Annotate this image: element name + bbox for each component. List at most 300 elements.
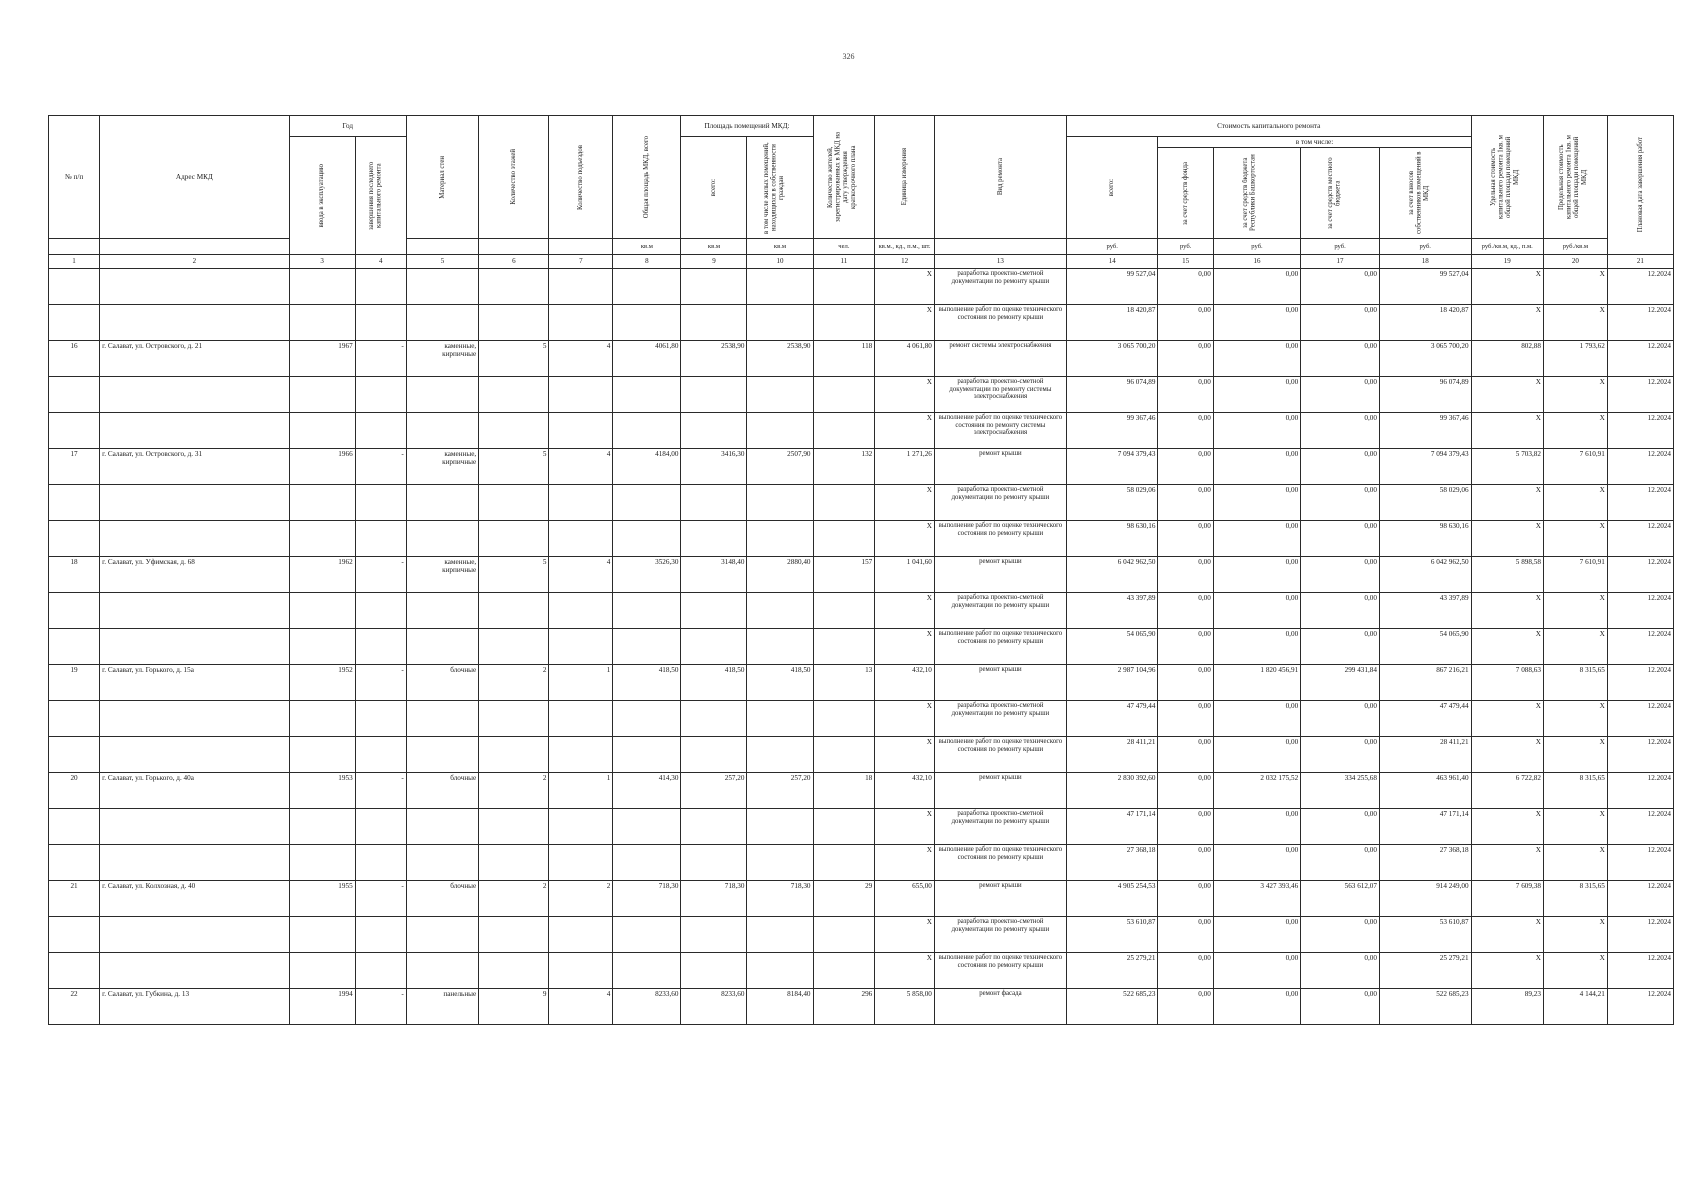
- cell-address: [100, 629, 290, 665]
- cell-address: г. Салават, ул. Горького, д. 40а: [100, 773, 290, 809]
- cell-local: 0,00: [1301, 485, 1380, 521]
- table-row: [49, 269, 1674, 305]
- cell-owners: 96 074,89: [1379, 377, 1471, 413]
- unit-rub-unit-cost: руб./кв.м, кд., п.м.: [1471, 239, 1543, 255]
- cell-cost: 47 171,14: [1066, 809, 1158, 845]
- cell-date: 12.2024: [1607, 701, 1673, 737]
- cell-fund: 0,00: [1158, 665, 1213, 701]
- table-row: [49, 665, 1674, 701]
- cell-floors: [479, 269, 549, 305]
- cell-material: [406, 593, 478, 629]
- cell-entr: 4: [549, 989, 613, 1025]
- cell-material: [406, 953, 478, 989]
- unit-rub-local: руб.: [1301, 239, 1380, 255]
- cell-unit-cost: 5 898,58: [1471, 557, 1543, 593]
- cell-floors: [479, 521, 549, 557]
- cell-year-in: [289, 629, 355, 665]
- column-number: 9: [681, 255, 747, 269]
- cell-measure: 432,10: [875, 773, 935, 809]
- cell-date: 12.2024: [1607, 629, 1673, 665]
- cell-year-rep: -: [355, 773, 406, 809]
- cell-year-rep: [355, 413, 406, 449]
- cell-rep: 0,00: [1213, 485, 1300, 521]
- cell-measure: X: [875, 629, 935, 665]
- cell-work: разработка проектно-сметной документации по ремонту системы электроснабжения: [934, 377, 1066, 413]
- cell-address: [100, 305, 290, 341]
- cell-people: 13: [813, 665, 875, 701]
- cell-entr: [549, 809, 613, 845]
- cell-address: [100, 593, 290, 629]
- cell-people: [813, 629, 875, 665]
- cell-fund: 0,00: [1158, 485, 1213, 521]
- cell-fund: 0,00: [1158, 809, 1213, 845]
- cell-area: [681, 593, 747, 629]
- cell-area: [681, 413, 747, 449]
- cell-total: 8233,60: [613, 989, 681, 1025]
- cell-total: [613, 593, 681, 629]
- cell-total: [613, 269, 681, 305]
- cell-year-in: 1967: [289, 341, 355, 377]
- cell-limit: 7 610,91: [1543, 557, 1607, 593]
- cell-measure: X: [875, 917, 935, 953]
- header-unit-measure: Единица измерения: [875, 116, 935, 239]
- cell-area: [681, 485, 747, 521]
- cell-floors: [479, 845, 549, 881]
- cell-cost: 18 420,87: [1066, 305, 1158, 341]
- cell-material: [406, 377, 478, 413]
- column-number: 20: [1543, 255, 1607, 269]
- cell-owners: 867 216,21: [1379, 665, 1471, 701]
- cell-entr: [549, 305, 613, 341]
- cell-floors: [479, 413, 549, 449]
- cell-cost: 6 042 962,50: [1066, 557, 1158, 593]
- cell-cost: 25 279,21: [1066, 953, 1158, 989]
- cell-measure: X: [875, 845, 935, 881]
- unit-area-total: кв.м: [613, 239, 681, 255]
- cell-address: [100, 953, 290, 989]
- cell-local: 563 612,07: [1301, 881, 1380, 917]
- cell-floors: 5: [479, 341, 549, 377]
- cell-fund: 0,00: [1158, 557, 1213, 593]
- cell-people: [813, 809, 875, 845]
- cell-address: г. Салават, ул. Колхозная, д. 40: [100, 881, 290, 917]
- cell-area-own: [747, 737, 813, 773]
- cell-area-own: 8184,40: [747, 989, 813, 1025]
- cell-owners: 914 249,00: [1379, 881, 1471, 917]
- cell-total: [613, 953, 681, 989]
- table-row: [49, 521, 1674, 557]
- cell-num: 17: [49, 449, 100, 485]
- cell-fund: 0,00: [1158, 737, 1213, 773]
- cell-measure: 655,00: [875, 881, 935, 917]
- cell-local: 0,00: [1301, 953, 1380, 989]
- cell-date: 12.2024: [1607, 557, 1673, 593]
- cell-area-own: [747, 917, 813, 953]
- header-year-commission: ввода в эксплуатацию: [289, 137, 355, 255]
- cell-owners: 27 368,18: [1379, 845, 1471, 881]
- cell-limit: X: [1543, 845, 1607, 881]
- cell-num: [49, 593, 100, 629]
- cell-cost: 99 527,04: [1066, 269, 1158, 305]
- cell-entr: [549, 413, 613, 449]
- cell-area: 718,30: [681, 881, 747, 917]
- cell-owners: 98 630,16: [1379, 521, 1471, 557]
- cell-owners: 53 610,87: [1379, 917, 1471, 953]
- cell-fund: 0,00: [1158, 953, 1213, 989]
- cell-address: [100, 413, 290, 449]
- cell-address: [100, 809, 290, 845]
- cell-area-own: [747, 413, 813, 449]
- page-number: 326: [842, 52, 855, 61]
- cell-rep: 2 032 175,52: [1213, 773, 1300, 809]
- cell-measure: X: [875, 809, 935, 845]
- cell-measure: 5 858,00: [875, 989, 935, 1025]
- cell-area: [681, 521, 747, 557]
- header-premises-total: всего:: [681, 137, 747, 239]
- cell-fund: 0,00: [1158, 881, 1213, 917]
- cell-people: [813, 917, 875, 953]
- header-entrances: Количество подъездов: [549, 116, 613, 239]
- header-unit-cost: Удельная стоимость капитального ремонта 1кв. м общей площади помещений МКД: [1471, 116, 1543, 239]
- cell-material: [406, 809, 478, 845]
- cell-work: выполнение работ по оценке технического состояния по ремонту крыши: [934, 305, 1066, 341]
- cell-unit-cost: X: [1471, 485, 1543, 521]
- cell-area-own: [747, 305, 813, 341]
- cell-material: каменные, кирпичные: [406, 449, 478, 485]
- cell-floors: 9: [479, 989, 549, 1025]
- cell-num: [49, 305, 100, 341]
- header-address: Адрес МКД: [100, 116, 290, 239]
- cell-num: [49, 485, 100, 521]
- cell-entr: [549, 953, 613, 989]
- cell-limit: 8 315,65: [1543, 773, 1607, 809]
- cell-address: г. Салават, ул. Островского, д. 21: [100, 341, 290, 377]
- cell-date: 12.2024: [1607, 989, 1673, 1025]
- cell-entr: [549, 845, 613, 881]
- cell-owners: 7 094 379,43: [1379, 449, 1471, 485]
- cell-work: выполнение работ по оценке технического состояния по ремонту крыши: [934, 737, 1066, 773]
- table-row: [49, 701, 1674, 737]
- cell-people: 18: [813, 773, 875, 809]
- cell-measure: 432,10: [875, 665, 935, 701]
- cell-people: [813, 701, 875, 737]
- cell-area-own: [747, 629, 813, 665]
- cell-year-in: [289, 593, 355, 629]
- cell-measure: X: [875, 737, 935, 773]
- column-number: 12: [875, 255, 935, 269]
- cell-owners: 47 479,44: [1379, 701, 1471, 737]
- cell-date: 12.2024: [1607, 881, 1673, 917]
- cell-fund: 0,00: [1158, 449, 1213, 485]
- cell-cost: 58 029,06: [1066, 485, 1158, 521]
- cell-total: 4184,00: [613, 449, 681, 485]
- cell-area: [681, 737, 747, 773]
- cell-num: [49, 521, 100, 557]
- unit-rub-total: руб.: [1066, 239, 1158, 255]
- cell-floors: [479, 953, 549, 989]
- cell-work: ремонт крыши: [934, 665, 1066, 701]
- cell-limit: X: [1543, 521, 1607, 557]
- cell-floors: [479, 377, 549, 413]
- unit-area-premises: кв.м: [681, 239, 747, 255]
- cell-num: [49, 809, 100, 845]
- cell-year-rep: [355, 305, 406, 341]
- cell-address: [100, 917, 290, 953]
- cell-date: 12.2024: [1607, 953, 1673, 989]
- cell-address: [100, 521, 290, 557]
- cell-date: 12.2024: [1607, 917, 1673, 953]
- cell-area-own: 418,50: [747, 665, 813, 701]
- cell-fund: 0,00: [1158, 305, 1213, 341]
- column-number: 17: [1301, 255, 1380, 269]
- cell-local: 0,00: [1301, 413, 1380, 449]
- cell-date: 12.2024: [1607, 845, 1673, 881]
- cell-limit: X: [1543, 629, 1607, 665]
- table-row: [49, 341, 1674, 377]
- cell-cost: 54 065,90: [1066, 629, 1158, 665]
- cell-rep: 0,00: [1213, 989, 1300, 1025]
- cell-measure: X: [875, 377, 935, 413]
- cell-work: выполнение работ по оценке технического состояния по ремонту системы электроснабжения: [934, 413, 1066, 449]
- cell-local: 0,00: [1301, 629, 1380, 665]
- header-premises-owned: в том числе жилых помещений, находящихся в собственности граждан: [747, 137, 813, 239]
- cell-year-in: [289, 737, 355, 773]
- cell-total: [613, 809, 681, 845]
- cell-limit: 7 610,91: [1543, 449, 1607, 485]
- cell-cost: 2 830 392,60: [1066, 773, 1158, 809]
- cell-total: 3526,30: [613, 557, 681, 593]
- cell-area-own: 2507,90: [747, 449, 813, 485]
- cell-unit-cost: X: [1471, 593, 1543, 629]
- cell-entr: 4: [549, 449, 613, 485]
- table-row: [49, 809, 1674, 845]
- cell-material: [406, 629, 478, 665]
- cell-year-in: [289, 917, 355, 953]
- cell-rep: 0,00: [1213, 341, 1300, 377]
- cell-address: [100, 485, 290, 521]
- header-cost-including: в том числе:: [1158, 137, 1471, 148]
- cell-area: 3416,30: [681, 449, 747, 485]
- cell-year-rep: [355, 521, 406, 557]
- cell-measure: X: [875, 701, 935, 737]
- cell-fund: 0,00: [1158, 917, 1213, 953]
- cell-fund: 0,00: [1158, 593, 1213, 629]
- cell-total: [613, 485, 681, 521]
- cell-material: каменные, кирпичные: [406, 341, 478, 377]
- cell-material: блочные: [406, 881, 478, 917]
- cell-entr: [549, 737, 613, 773]
- cell-area: 418,50: [681, 665, 747, 701]
- cell-local: 0,00: [1301, 521, 1380, 557]
- cell-num: [49, 377, 100, 413]
- cell-rep: 1 820 456,91: [1213, 665, 1300, 701]
- cell-cost: 27 368,18: [1066, 845, 1158, 881]
- cell-rep: 0,00: [1213, 377, 1300, 413]
- table-row: [49, 773, 1674, 809]
- cell-date: 12.2024: [1607, 737, 1673, 773]
- table-row: [49, 449, 1674, 485]
- cell-limit: X: [1543, 305, 1607, 341]
- column-number: 18: [1379, 255, 1471, 269]
- cell-year-rep: -: [355, 665, 406, 701]
- cell-owners: 522 685,23: [1379, 989, 1471, 1025]
- cell-floors: [479, 629, 549, 665]
- cell-work: выполнение работ по оценке технического состояния по ремонту крыши: [934, 521, 1066, 557]
- cell-area: [681, 701, 747, 737]
- cell-num: [49, 413, 100, 449]
- unit-rub-limit: руб./кв.м: [1543, 239, 1607, 255]
- cell-year-in: [289, 305, 355, 341]
- header-year: Год: [289, 116, 406, 137]
- cell-work: разработка проектно-сметной документации по ремонту крыши: [934, 593, 1066, 629]
- cell-num: 19: [49, 665, 100, 701]
- header-num: № п/п: [49, 116, 100, 239]
- cell-unit-cost: X: [1471, 377, 1543, 413]
- cell-date: 12.2024: [1607, 593, 1673, 629]
- unit-rub-owners: руб.: [1379, 239, 1471, 255]
- cell-date: 12.2024: [1607, 485, 1673, 521]
- cell-total: [613, 629, 681, 665]
- cell-measure: X: [875, 269, 935, 305]
- cell-cost: 3 065 700,20: [1066, 341, 1158, 377]
- cell-cost: 7 094 379,43: [1066, 449, 1158, 485]
- cell-year-in: [289, 701, 355, 737]
- cell-work: выполнение работ по оценке технического состояния по ремонту крыши: [934, 953, 1066, 989]
- cell-entr: 2: [549, 881, 613, 917]
- cell-people: [813, 413, 875, 449]
- cell-local: 0,00: [1301, 341, 1380, 377]
- cell-total: [613, 521, 681, 557]
- cell-num: 20: [49, 773, 100, 809]
- cell-limit: X: [1543, 269, 1607, 305]
- cell-rep: 0,00: [1213, 449, 1300, 485]
- cell-area: 257,20: [681, 773, 747, 809]
- cell-material: [406, 737, 478, 773]
- cell-work: выполнение работ по оценке технического состояния по ремонту крыши: [934, 629, 1066, 665]
- cell-material: [406, 269, 478, 305]
- cell-unit-cost: X: [1471, 269, 1543, 305]
- cell-material: блочные: [406, 665, 478, 701]
- cell-measure: X: [875, 593, 935, 629]
- header-cost-fund: за счет средств фонда: [1158, 148, 1213, 239]
- column-number: 16: [1213, 255, 1300, 269]
- cell-area-own: 718,30: [747, 881, 813, 917]
- cell-address: г. Салават, ул. Горького, д. 15а: [100, 665, 290, 701]
- cell-material: [406, 845, 478, 881]
- cell-num: 16: [49, 341, 100, 377]
- cell-entr: [549, 485, 613, 521]
- cell-cost: 47 479,44: [1066, 701, 1158, 737]
- cell-work: разработка проектно-сметной документации по ремонту крыши: [934, 917, 1066, 953]
- cell-area: 2538,90: [681, 341, 747, 377]
- cell-floors: 5: [479, 449, 549, 485]
- cell-limit: X: [1543, 413, 1607, 449]
- cell-unit-cost: X: [1471, 809, 1543, 845]
- cell-total: 414,30: [613, 773, 681, 809]
- cell-unit-cost: X: [1471, 737, 1543, 773]
- cell-rep: 0,00: [1213, 845, 1300, 881]
- cell-address: г. Салават, ул. Губкина, д. 13: [100, 989, 290, 1025]
- cell-people: [813, 269, 875, 305]
- cell-rep: 3 427 393,46: [1213, 881, 1300, 917]
- header-limit-cost: Предельная стоимость капитального ремонта 1кв. м общей площади помещений МКД: [1543, 116, 1607, 239]
- cell-people: 132: [813, 449, 875, 485]
- cell-date: 12.2024: [1607, 413, 1673, 449]
- cell-local: 0,00: [1301, 557, 1380, 593]
- cell-num: 18: [49, 557, 100, 593]
- column-number: 3: [289, 255, 355, 269]
- cell-entr: 1: [549, 773, 613, 809]
- cell-area-own: [747, 269, 813, 305]
- cell-local: 0,00: [1301, 449, 1380, 485]
- cell-work: ремонт крыши: [934, 773, 1066, 809]
- cell-limit: 8 315,65: [1543, 665, 1607, 701]
- cell-material: [406, 521, 478, 557]
- cell-owners: 47 171,14: [1379, 809, 1471, 845]
- header-planned-date: Плановая дата завершения работ: [1607, 116, 1673, 255]
- cell-floors: 2: [479, 665, 549, 701]
- cell-local: 0,00: [1301, 917, 1380, 953]
- cell-owners: 99 367,46: [1379, 413, 1471, 449]
- cell-total: [613, 845, 681, 881]
- cell-limit: 1 793,62: [1543, 341, 1607, 377]
- cell-limit: X: [1543, 809, 1607, 845]
- header-repair-type: Вид ремонта: [934, 116, 1066, 239]
- cell-fund: 0,00: [1158, 269, 1213, 305]
- cell-limit: X: [1543, 701, 1607, 737]
- cell-fund: 0,00: [1158, 773, 1213, 809]
- cell-entr: 1: [549, 665, 613, 701]
- column-number: 13: [934, 255, 1066, 269]
- table-row: [49, 953, 1674, 989]
- cell-address: г. Салават, ул. Островского, д. 31: [100, 449, 290, 485]
- cell-rep: 0,00: [1213, 917, 1300, 953]
- cell-local: 0,00: [1301, 701, 1380, 737]
- cell-people: [813, 737, 875, 773]
- cell-entr: [549, 377, 613, 413]
- cell-total: 4061,80: [613, 341, 681, 377]
- cell-area-own: [747, 953, 813, 989]
- cell-entr: 4: [549, 557, 613, 593]
- cell-limit: X: [1543, 917, 1607, 953]
- cell-floors: [479, 737, 549, 773]
- cell-floors: 2: [479, 881, 549, 917]
- cell-address: [100, 377, 290, 413]
- cell-material: панельные: [406, 989, 478, 1025]
- cell-owners: 18 420,87: [1379, 305, 1471, 341]
- table-row: [49, 377, 1674, 413]
- table-row: [49, 629, 1674, 665]
- cell-total: [613, 917, 681, 953]
- cell-total: [613, 305, 681, 341]
- cell-local: 334 255,68: [1301, 773, 1380, 809]
- cell-floors: [479, 485, 549, 521]
- cell-date: 12.2024: [1607, 305, 1673, 341]
- cell-unit-cost: X: [1471, 845, 1543, 881]
- header-premises-area: Площадь помещений МКД:: [681, 116, 813, 137]
- cell-entr: 4: [549, 341, 613, 377]
- cell-year-in: [289, 269, 355, 305]
- cell-year-rep: [355, 917, 406, 953]
- column-number: 7: [549, 255, 613, 269]
- header-cost-local: за счет средств местного бюджета: [1301, 148, 1380, 239]
- cell-owners: 99 527,04: [1379, 269, 1471, 305]
- cell-limit: X: [1543, 485, 1607, 521]
- column-numbers-row: [49, 255, 1674, 269]
- cell-address: [100, 845, 290, 881]
- cell-entr: [549, 521, 613, 557]
- unit-rub-republic: руб.: [1213, 239, 1300, 255]
